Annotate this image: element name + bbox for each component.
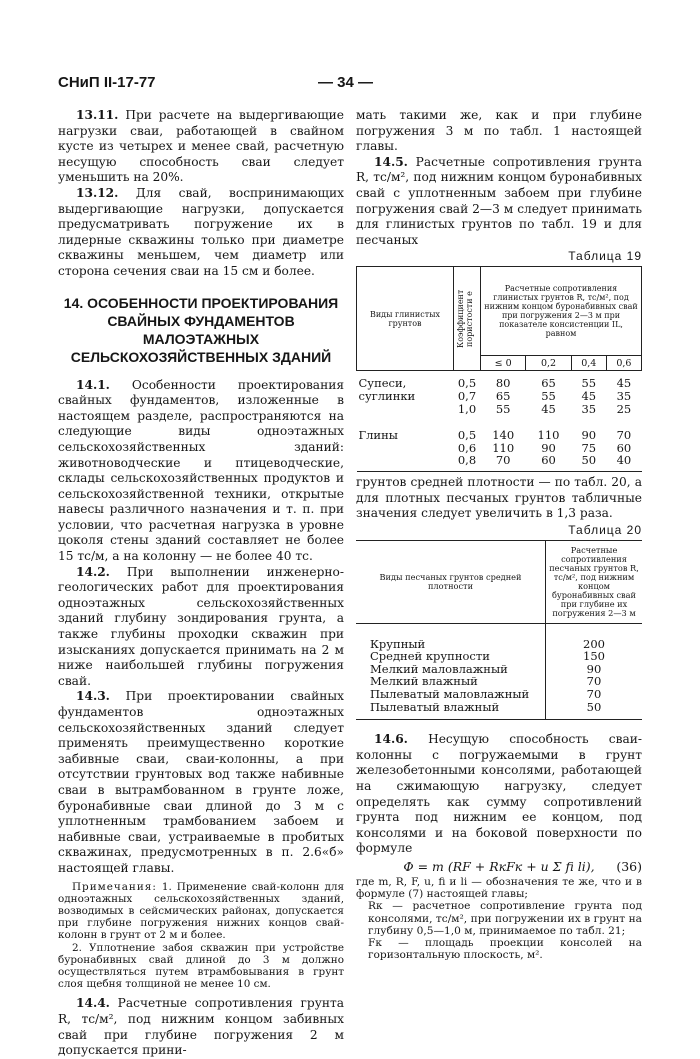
t19-col-0: ≤ 0	[481, 356, 526, 371]
table-row	[357, 377, 642, 415]
formula-rk-definition: Rк — расчетное сопротивление грунта под консолями, тс/м², при погружении их в грунт на глубину 0,5—1,0 м, принимаемое по табл. 21;	[368, 900, 642, 937]
clause-14-4-continued: мать такими же, как и при глубине погружения 3 м по табл. 1 настоящей главы.	[356, 108, 642, 154]
notes-block	[58, 881, 344, 991]
formula-36: Φ = m (RF + RкFк + u Σ fi li), (36)	[403, 859, 642, 874]
t19-val: 70 60 40	[616, 428, 632, 468]
table-row	[357, 429, 642, 467]
t20-header-soil: Виды песчаных грунтов средней плотности	[356, 540, 546, 623]
clause-13-11: 13.11. При расчете на выдергивающие нагрузки сваи, работающей в свайном кусте из четырех и менее свай, расчетную несущую способность сваи следует уменьшить на 20%.	[58, 108, 344, 185]
t20-header-value: Расчетные сопротивления песчаных грунтов R, тс/м², под нижним концом буронабивных свай при глубине их погружения 2—3 м	[546, 540, 643, 623]
table-20	[356, 540, 642, 721]
notes-title: Примечания:	[72, 880, 157, 893]
table-row: Пылеватый влажный 50	[356, 701, 642, 714]
note-2: 2. Уплотнение забоя скважин при устройстве буронабивных свай длиной до 3 м должно осуществляться путем втрамбовывания в грунт слоя щебня толщиной не менее 10 см.	[58, 941, 344, 991]
table-row: Средней крупности 150	[356, 650, 642, 663]
table-row: Крупный 200	[356, 638, 642, 651]
table-row: Мелкий маловлажный 90	[356, 663, 642, 676]
left-column	[58, 108, 344, 1059]
t19-val: 65 55 45	[541, 376, 556, 416]
clause-14-3: 14.3. При проектировании свайных фундаментов одноэтажных сельскохозяйственных зданий следует применять преимущественно короткие забивные сваи, сваи-колонны, а при отсутствии грунтовых вод также набивные сваи в вытрамбованном в грунте ложе, буронабивные сваи длиной до 3 м с уплотненным трамбованием забоем и набивные сваи, устраиваемые в пробитых скважинах, предусмотренных в п. 2.6«б» настоящей главы.	[58, 689, 345, 875]
table-row: Пылеватый маловлажный 70	[356, 688, 642, 701]
t19-col-3: 0,6	[606, 356, 641, 371]
table-20-caption: Таблица 20	[568, 522, 642, 537]
formula-fk-definition: Fк — площадь проекции консолей на горизонтальную плоскость, м².	[368, 937, 642, 962]
clause-14-4: 14.4. Расчетные сопротивления грунта R, тс/м², под нижним концом забивных свай при глубине погружения 2 м допускается прини-	[58, 996, 344, 1058]
clause-13-12: 13.12. Для свай, воспринимающих выдергивающие нагрузки, допускается предусматривать погружение их в лидерные скважины только при диаметре скважины меньшем, чем диаметр или сторона сечения сваи на 15 см и более.	[58, 185, 345, 278]
t19-soil: Супеси, суглинки	[358, 376, 416, 403]
table-row: Мелкий влажный 70	[356, 675, 642, 688]
t19-e: 0,5 0,6 0,8	[457, 428, 477, 468]
t19-val: 140 110 70	[492, 428, 515, 468]
t19-col-1: 0,2	[526, 356, 571, 371]
t19-e: 0,5 0,7 1,0	[457, 376, 477, 416]
right-column	[356, 108, 642, 961]
t19-col-2: 0,4	[571, 356, 606, 371]
t19-val: 80 65 55	[495, 376, 511, 416]
t19-val: 45 35 25	[616, 376, 632, 416]
clause-14-1: 14.1. Особенности проектирования свайных фундаментов, изложенные в настоящем разделе, распространяются на следующие виды одноэтажных сельскохозяйственных зданий: животноводческие и птицеводческие, склады сельскохозяйственных продуктов и сельскохозяйственной техники, открытые навесы различного назначения и т. п. при условии, что расчетная нагрузка в уровне цоколя стены зданий составляет не более 15 тс/м, а на колонну — не более 40 тс.	[58, 377, 345, 564]
t19-header-group: Расчетные сопротивления глинистых грунтов R, тс/м², под нижним концом буронабивных свай при погружения 2—3 м при показателе консистенции IL, равном	[481, 267, 642, 356]
page-number: — 34 —	[318, 74, 374, 91]
formula-number: (36)	[616, 859, 642, 874]
note-1: 1. Применение свай-колонн для одноэтажных сельскохозяйственных зданий, возводимых в сейсмических районах, допускается при глубине погружения нижних концов свай-колонн в грунт от 2 м и более.	[58, 880, 344, 942]
t19-val: 90 75 50	[581, 428, 597, 468]
clause-14-6: 14.6. Несущую способность сваи-колонны с погружаемыми в грунт железобетонными консолями, работающей на сжимающую нагрузку, следует определять как сумму сопротивлений грунта под нижним ее концом, под консолями и на боковой поверхности по формуле	[356, 732, 642, 856]
table-19	[356, 266, 642, 472]
formula-where: где m, R, F, u, fi и li — обозначения те же, что и в формуле (7) настоящей главы;	[356, 876, 642, 901]
clause-14-5: 14.5. Расчетные сопротивления грунта R, тс/м², под нижним концом буронабивных свай с уплотненным забоем при глубине погружения свай 2—3 м следует принимать для глинистых грунтов по табл. 19 и для песчаных	[356, 154, 642, 247]
t19-header-soil: Виды глинистых грунтов	[357, 267, 454, 371]
after-table-19: грунтов средней плотности — по табл. 20, а для плотных песчаных грунтов табличные значения следует увеличить в 1,3 раза.	[356, 474, 642, 521]
t19-header-coefficient: Коэффициент пористости e	[454, 267, 481, 371]
document-code: СНиП II-17-77	[58, 74, 156, 91]
t19-val: 55 45 35	[581, 376, 597, 416]
section-14-title: 14. ОСОБЕННОСТИ ПРОЕКТИРОВАНИЯ СВАЙНЫХ ФУНДАМЕНТОВ МАЛОЭТАЖНЫХ СЕЛЬСКОХОЗЯЙСТВЕННЫХ ЗДАНИЙ	[63, 294, 339, 365]
t19-soil: Глины	[358, 428, 398, 443]
table-19-caption: Таблица 19	[568, 249, 642, 264]
t19-val: 110 90 60	[537, 428, 560, 468]
clause-14-2: 14.2. При выполнении инженерно-геологических работ для проектирования одноэтажных сельскохозяйственных зданий глубину зондирования грунта, а также глубины проходки скважин при изысканиях допускается принимать на 2 м ниже наибольшей глубины погружения свай.	[58, 564, 345, 688]
